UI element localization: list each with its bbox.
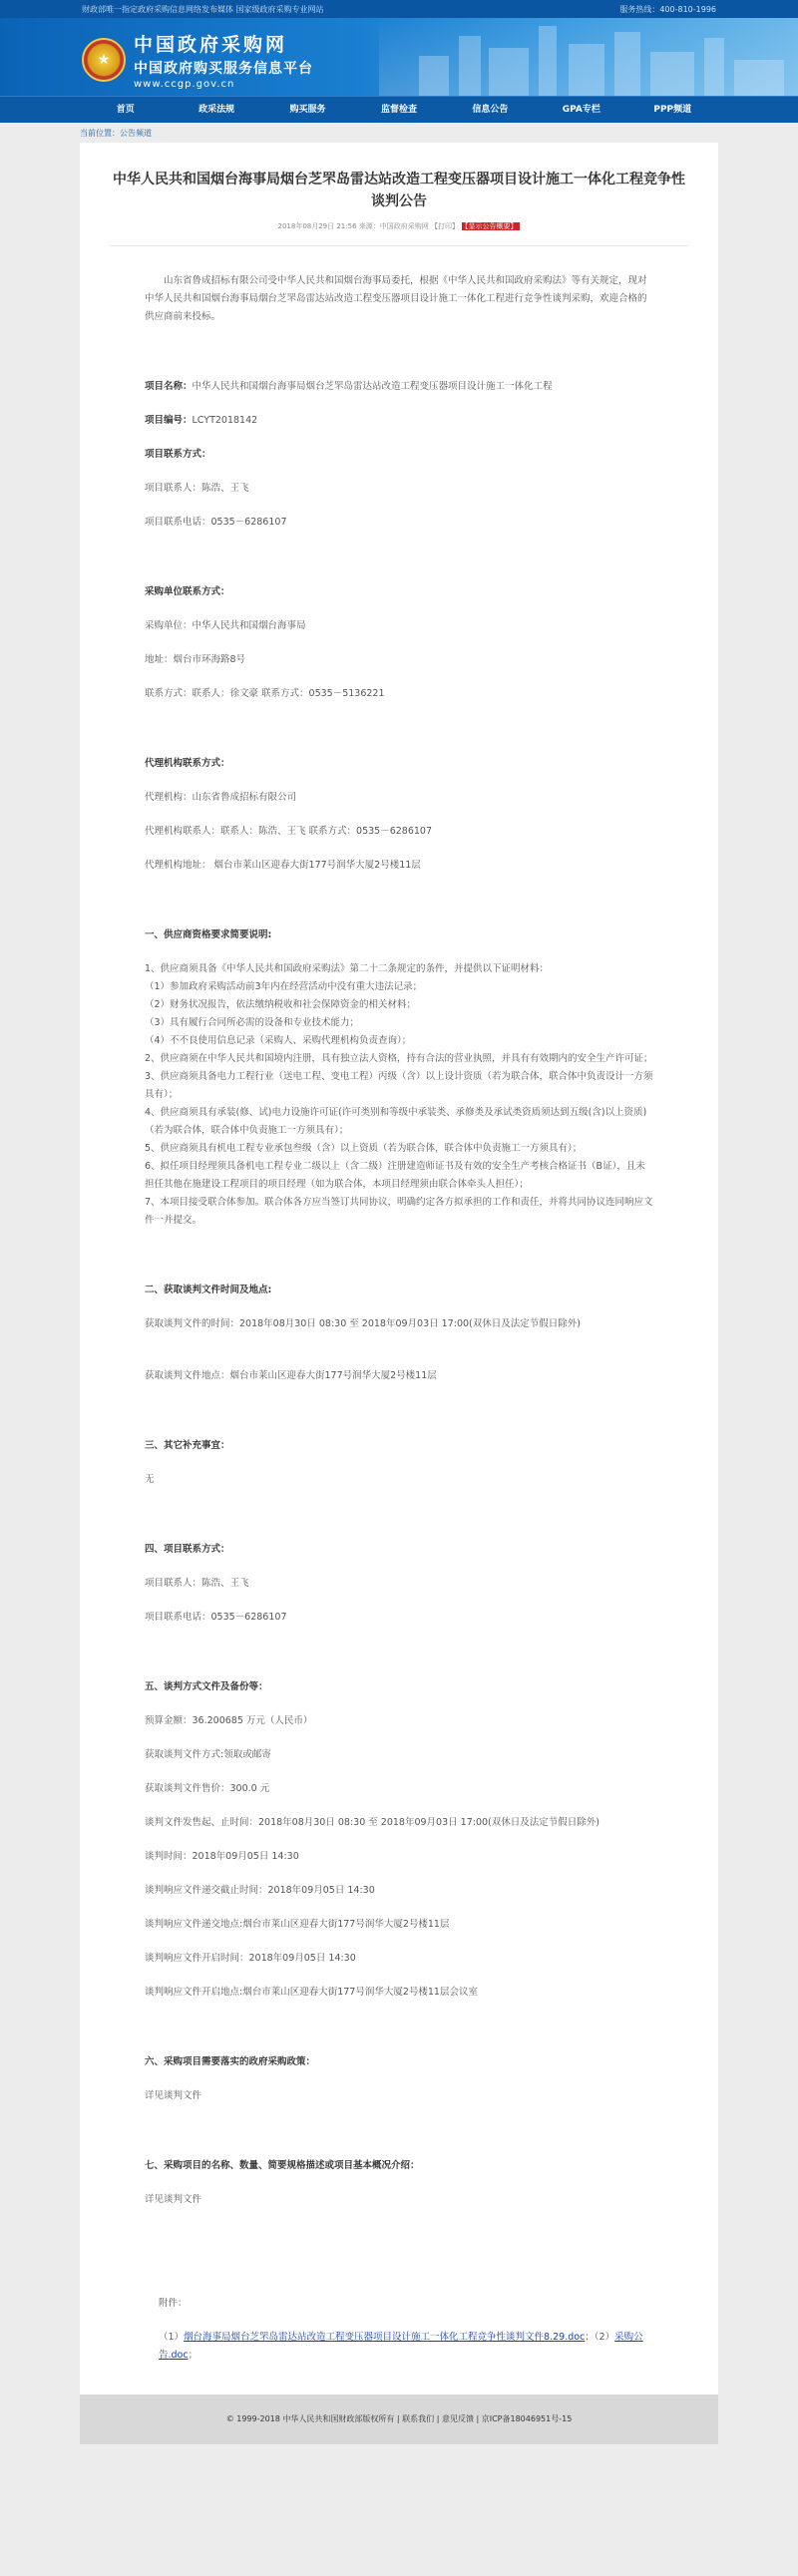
article-meta-text: 2018年08月29日 21:56 来源：中国政府采购网 【打印】: [277, 222, 459, 230]
nav-item-regulations[interactable]: 政采法规: [199, 105, 235, 115]
negotiation-detail: 谈判响应文件递交截止时间：2018年09月05日 14:30: [145, 1885, 375, 1896]
negotiation-detail: 谈判时间：2018年09月05日 14:30: [145, 1851, 299, 1862]
section-1-heading: 一、供应商资格要求简要说明:: [145, 929, 272, 940]
project-no-label: 项目编号：: [145, 415, 193, 426]
document-place: 获取谈判文件地点：烟台市莱山区迎春大街177号润华大厦2号楼11层: [145, 1370, 437, 1381]
article-title: 中华人民共和国烟台海事局烟台芝罘岛雷达站改造工程变压器项目设计施工一体化工程竞争性谈判公告: [113, 172, 685, 209]
section-7-heading: 七、采购项目的名称、数量、简要规格描述或项目基本概况介绍：: [145, 2160, 420, 2171]
attachments-label: 附件：: [159, 2298, 188, 2309]
attachment-1-link[interactable]: 烟台海事局烟台芝罘岛雷达站改造工程变压器项目设计施工一体化工程竞争性谈判文件8.29.doc: [184, 2332, 586, 2343]
negotiation-detail: 谈判响应文件开启时间：2018年09月05日 14:30: [145, 1953, 356, 1964]
contact-phone: 项目联系电话：0535－6286107: [145, 517, 287, 528]
agency-name: 代理机构：山东省鲁成招标有限公司: [145, 792, 297, 803]
agency-heading: 代理机构联系方式：: [145, 758, 230, 769]
section-2-heading: 二、获取谈判文件时间及地点:: [145, 1285, 272, 1295]
attachment-end: ；: [188, 2350, 199, 2361]
contact-heading: 项目联系方式：: [145, 449, 211, 460]
negotiation-detail: 预算金额：36.200685 万元（人民币）: [145, 1715, 313, 1726]
project-no-value: LCYT2018142: [192, 415, 258, 426]
requirement-line: 3、供应商须具备电力工程行业（送电工程、变电工程）丙级（含）以上设计资质（若为联合体，联合体中负责设计一方须具有）；: [145, 1071, 653, 1100]
article-body: [110, 272, 688, 2365]
project-name-value: 中华人民共和国烟台海事局烟台芝罘岛雷达站改造工程变压器项目设计施工一体化工程: [192, 381, 553, 392]
requirement-line: 7、本项目接受联合体参加。联合体各方应当签订共同协议，明确约定各方拟承担的工作和责任，并将共同协议连同响应文件一并提交。: [145, 1197, 653, 1226]
top-bar: [0, 0, 798, 18]
requirement-line: （2）财务状况报告，依法缴纳税收和社会保障资金的相关材料；: [145, 999, 417, 1010]
negotiation-detail: 获取谈判文件方式:领取或邮寄: [145, 1749, 271, 1760]
requirement-line: 6、拟任项目经理须具备机电工程专业二级以上（含二级）注册建造师证书及有效的安全生产考核合格证书（B证），且未担任其他在施建设工程项目的项目经理（如为联合体，本项目经理须由联合体牵头人担任）；: [145, 1161, 645, 1190]
negotiation-detail: 获取谈判文件售价：300.0 元: [145, 1783, 270, 1794]
requirement-line: （3）具有履行合同所必需的设备和专业技术能力；: [145, 1017, 360, 1028]
section-7-text: 详见谈判文件: [145, 2194, 202, 2205]
attachment-2-link[interactable]: 采购公告.doc: [159, 2332, 643, 2361]
agency-address: 代理机构地址： 烟台市莱山区迎春大街177号润华大厦2号楼11层: [145, 860, 421, 871]
buyer-address: 地址：烟台市环海路8号: [145, 654, 246, 665]
section-3-text: 无: [145, 1474, 155, 1485]
hotline-text: 服务热线：400-810-1996: [619, 4, 716, 14]
summary-badge-button[interactable]: 【显示公告概要】: [462, 222, 521, 230]
document-time: 获取谈判文件的时间：2018年08月30日 08:30 至 2018年09月03日 17:00(双休日及法定节假日除外): [145, 1318, 581, 1329]
article-panel: [80, 143, 718, 2394]
buyer-contact: 联系方式：联系人：徐文豪 联系方式：0535－5136221: [145, 688, 385, 699]
section-5-heading: 五、谈判方式文件及备份等：: [145, 1681, 268, 1692]
project-name-label: 项目名称：: [145, 381, 193, 392]
main-nav: [0, 96, 798, 123]
city-skyline-graphic: [379, 18, 798, 96]
requirement-line: （4）不不良使用信息记录（采购人、采购代理机构负责查询）；: [145, 1035, 412, 1046]
requirement-line: 4、供应商须具有承装(修、试)电力设施许可证(许可类别和等级中承装类、承修类及承试类资质须达到五级(含)以上资质)（若为联合体，联合体中负责施工一方须具有）；: [145, 1107, 647, 1136]
section-4-person: 项目联系人：陈浩、王飞: [145, 1578, 249, 1589]
section-3-heading: 三、其它补充事宜：: [145, 1440, 230, 1451]
nav-item-supervision[interactable]: 监督检查: [380, 105, 417, 115]
project-no-line: [145, 412, 653, 430]
buyer-unit: 采购单位：中华人民共和国烟台海事局: [145, 620, 306, 631]
breadcrumb-prefix: 当前位置：: [80, 129, 120, 138]
agency-contact: 代理机构联系人：联系人：陈浩、王飞 联系方式：0535－6286107: [145, 826, 433, 837]
requirement-line: 1、供应商须具备《中华人民共和国政府采购法》第二十二条规定的条件，并提供以下证明材料：: [145, 963, 550, 974]
nav-item-gpa[interactable]: GPA专栏: [562, 105, 600, 115]
buyer-heading: 采购单位联系方式：: [145, 586, 230, 597]
nav-item-notices[interactable]: 信息公告: [472, 105, 509, 115]
negotiation-detail: 谈判响应文件递交地点:烟台市莱山区迎春大街177号润华大厦2号楼11层: [145, 1919, 450, 1930]
national-emblem-icon: ★: [82, 38, 126, 82]
attachments-list: [145, 2329, 653, 2365]
negotiation-detail: 谈判文件发售起、止时间：2018年08月30日 08:30 至 2018年09月03日 17:00(双休日及法定节假日除外): [145, 1817, 599, 1828]
requirement-line: 2、供应商须在中华人民共和国境内注册，具有独立法人资格，持有合法的营业执照，并具有有效期内的安全生产许可证；: [145, 1053, 653, 1064]
intro-paragraph: 山东省鲁成招标有限公司受中华人民共和国烟台海事局委托，根据《中华人民共和国政府采购法》等有关规定，现对中华人民共和国烟台海事局烟台芝罘岛雷达站改造工程变压器项目设计施工一体化工程进行竞争性谈判采购，欢迎合格的供应商前来投标。: [145, 275, 647, 322]
article-meta: [110, 221, 688, 246]
breadcrumb: [80, 123, 718, 143]
nav-item-home[interactable]: 首页: [116, 105, 135, 115]
footer-text: © 1999-2018 中华人民共和国财政部版权所有 | 联系我们 | 意见反馈 | 京ICP备18046951号-15: [225, 2414, 573, 2423]
section-4-phone: 项目联系电话：0535－6286107: [145, 1612, 287, 1623]
project-name-line: [145, 378, 653, 396]
attachment-1-prefix: （1）: [159, 2332, 185, 2343]
logo-title: 中国政府采购网: [134, 34, 288, 56]
requirement-line: （1）参加政府采购活动前3年内在经营活动中没有重大违法记录；: [145, 981, 423, 992]
attachment-separator: ；（2）: [585, 2332, 615, 2343]
negotiation-detail: 谈判响应文件开启地点:烟台市莱山区迎春大街177号润华大厦2号楼11层会议室: [145, 1987, 478, 1998]
section-6-text: 详见谈判文件: [145, 2090, 202, 2101]
nav-item-ppp[interactable]: PPP频道: [653, 105, 692, 115]
breadcrumb-current[interactable]: 公告频道: [120, 129, 152, 138]
site-footer: [80, 2394, 718, 2444]
top-bar-slogan: 财政部唯一指定政府采购信息网络发布媒体 国家级政府采购专业网站: [82, 4, 324, 14]
site-banner: [0, 18, 798, 96]
section-4-heading: 四、项目联系方式：: [145, 1544, 230, 1555]
requirement-line: 5、供应商须具有机电工程专业承包叁级（含）以上资质（若为联合体，联合体中负责施工一方须具有）；: [145, 1143, 583, 1154]
contact-person: 项目联系人：陈浩、王飞: [145, 483, 249, 494]
logo-subtitle: 中国政府购买服务信息平台: [134, 61, 313, 77]
section-6-heading: 六、采购项目需要落实的政府采购政策：: [145, 2056, 316, 2067]
nav-item-services[interactable]: 购买服务: [289, 105, 326, 115]
site-logo[interactable]: [82, 30, 313, 90]
logo-url: www.ccgp.gov.cn: [134, 79, 235, 90]
